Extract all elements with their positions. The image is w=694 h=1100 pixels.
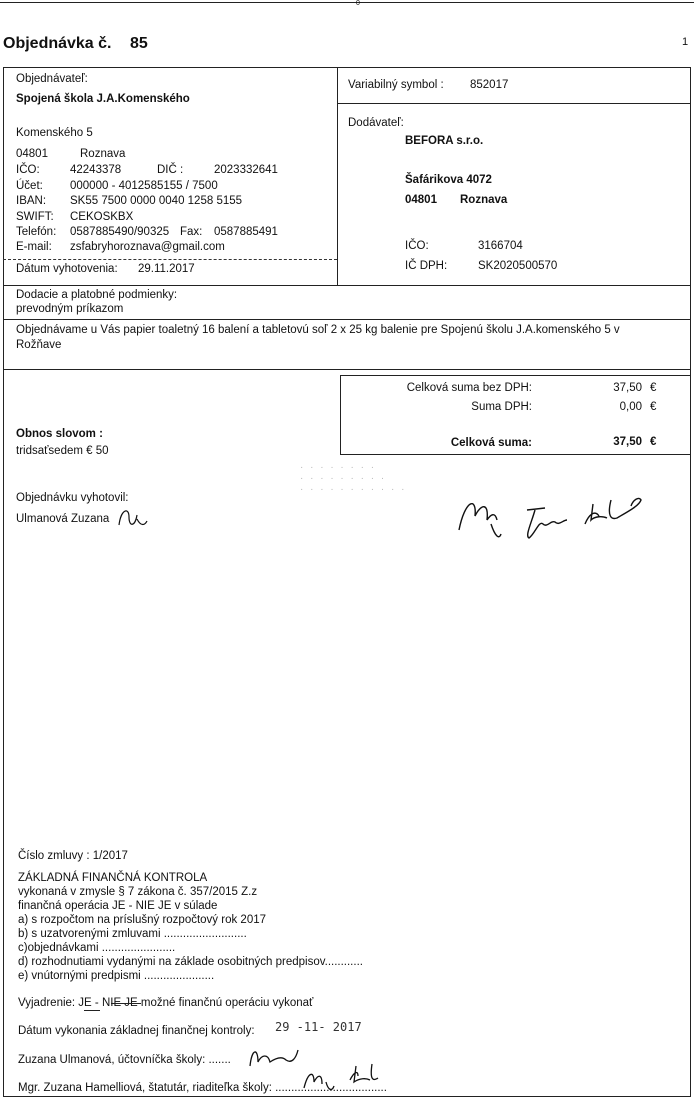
prepared-by-label: Objednávku vyhotovil:: [16, 492, 129, 504]
prepared-by-name: Ulmanová Zuzana: [16, 513, 110, 525]
contract-number: Číslo zmluvy : 1/2017: [18, 850, 128, 862]
director-signature: [300, 1062, 384, 1094]
control-item-e: e) vnútornými predpismi ......................: [18, 970, 215, 982]
je-underline: [84, 1010, 100, 1011]
issue-date-label: Dátum vyhotovenia:: [16, 263, 118, 275]
orderer-city: Roznava: [80, 148, 126, 160]
orderer-street: Komenského 5: [16, 127, 93, 139]
control-item-a: a) s rozpočtom na príslušný rozpočtový rok 2017: [18, 914, 267, 926]
supplier-name: BEFORA s.r.o.: [405, 135, 484, 147]
director-line: Mgr. Zuzana Hamelliová, štatutár, riaditeľka školy: ...................................: [18, 1082, 387, 1094]
issue-date-divider: [3, 259, 337, 260]
title-label: Objednávka č.: [3, 35, 112, 52]
orderer-fax: 0587885491: [214, 226, 278, 238]
supplier-icdph: SK2020500570: [478, 260, 558, 272]
description-line-2: Rožňave: [16, 339, 62, 351]
subtotal-currency: €: [650, 382, 657, 394]
orderer-phone-label: Telefón:: [16, 226, 57, 238]
vat-label: Suma DPH:: [471, 401, 532, 413]
page-number: 1: [682, 36, 689, 48]
orderer-swift-label: SWIFT:: [16, 211, 54, 223]
orderer-swift: CEKOSKBX: [70, 211, 134, 223]
document-title: [3, 35, 148, 53]
column-divider: [337, 67, 338, 285]
control-title: ZÁKLADNÁ FINANČNÁ KONTROLA: [18, 872, 208, 884]
orderer-phone: 0587885490/90325: [70, 226, 170, 238]
accountant-signature: [246, 1044, 302, 1070]
orderer-label: Objednávateľ:: [16, 73, 88, 85]
orderer-name: Spojená škola J.A.Komenského: [16, 93, 190, 105]
orderer-zip: 04801: [16, 148, 48, 160]
orderer-dic-label: DIČ :: [157, 164, 184, 176]
supplier-label: Dodávateľ:: [348, 117, 404, 129]
orderer-ico-label: IČO:: [16, 164, 40, 176]
orderer-account-label: Účet:: [16, 180, 43, 192]
nie-je-strike: [111, 1003, 141, 1004]
orderer-email-label: E-mail:: [16, 241, 52, 253]
orderer-iban-label: IBAN:: [16, 195, 47, 207]
faint-stamp: · · · · · · · · · · · · · · · · · · · · · · · · · · · ·: [300, 462, 407, 495]
orderer-fax-label: Fax:: [180, 226, 203, 238]
control-line-1: vykonaná v zmysle § 7 zákona č. 357/2015 Z.z: [18, 886, 258, 898]
variable-symbol: 852017: [470, 79, 509, 91]
supplier-icdph-label: IČ DPH:: [405, 260, 448, 272]
subtotal-value: 37,50: [613, 382, 642, 394]
supplier-ico: 3166704: [478, 240, 523, 252]
accountant-line: Zuzana Ulmanová, účtovníčka školy: .......: [18, 1054, 231, 1066]
amount-words-label: Obnos slovom :: [16, 428, 103, 440]
supplier-ico-label: IČO:: [405, 240, 429, 252]
subtotal-label: Celková suma bez DPH:: [406, 382, 532, 394]
supplier-zip: 04801: [405, 194, 437, 206]
supplier-street: Šafárikova 4072: [405, 174, 492, 186]
description-bottom-rule: [3, 369, 691, 370]
orderer-iban: SK55 7500 0000 0040 1258 5155: [70, 195, 243, 207]
approval-signature: [455, 490, 650, 545]
vat-value: 0,00: [619, 401, 642, 413]
control-item-b: b) s uzatvorenými zmluvami ..........................: [18, 928, 247, 940]
conditions-label: Dodacie a platobné podmienky:: [16, 289, 178, 301]
issue-date: 29.11.2017: [138, 263, 195, 275]
total-value: 37,50: [613, 436, 642, 448]
total-currency: €: [650, 436, 657, 448]
conditions-top-rule: [3, 285, 691, 286]
control-item-d: d) rozhodnutiami vydanými na základe osobitných predpisov............: [18, 956, 363, 968]
control-item-c: c)objednávkami .......................: [18, 942, 176, 954]
preparer-signature: [115, 505, 151, 531]
amount-words-value: tridsaťsedem € 50: [16, 445, 109, 457]
orderer-dic: 2023332641: [214, 164, 278, 176]
top-rule: [0, 2, 694, 3]
control-statement: Vyjadrenie: JE - NIE JE možné finančnú operáciu vykonať: [18, 997, 314, 1009]
control-line-2: finančná operácia JE - NIE JE v súlade: [18, 900, 218, 912]
variable-symbol-label: Variabilný symbol :: [348, 79, 444, 91]
vs-divider: [337, 103, 691, 104]
description-line-1: Objednávame u Vás papier toaletný 16 balení a tabletovú soľ 2 x 25 kg balenie pre Spojenú školu J.A.komenského 5 v: [16, 324, 620, 336]
orderer-account: 000000 - 4012585155 / 7500: [70, 180, 218, 192]
top-mark: 0: [356, 0, 360, 7]
orderer-ico: 42243378: [70, 164, 122, 176]
orderer-email: zsfabryhoroznava@gmail.com: [70, 241, 225, 253]
supplier-city: Roznava: [460, 194, 508, 206]
control-date-stamp: 29 -11- 2017: [275, 1020, 362, 1034]
order-number: 85: [129, 35, 148, 52]
total-label: Celková suma:: [450, 437, 532, 449]
vat-currency: €: [650, 401, 657, 413]
description-top-rule: [3, 319, 691, 320]
control-date-label: Dátum vykonania základnej finančnej kontroly:: [18, 1025, 255, 1037]
conditions-value: prevodným príkazom: [16, 303, 124, 315]
